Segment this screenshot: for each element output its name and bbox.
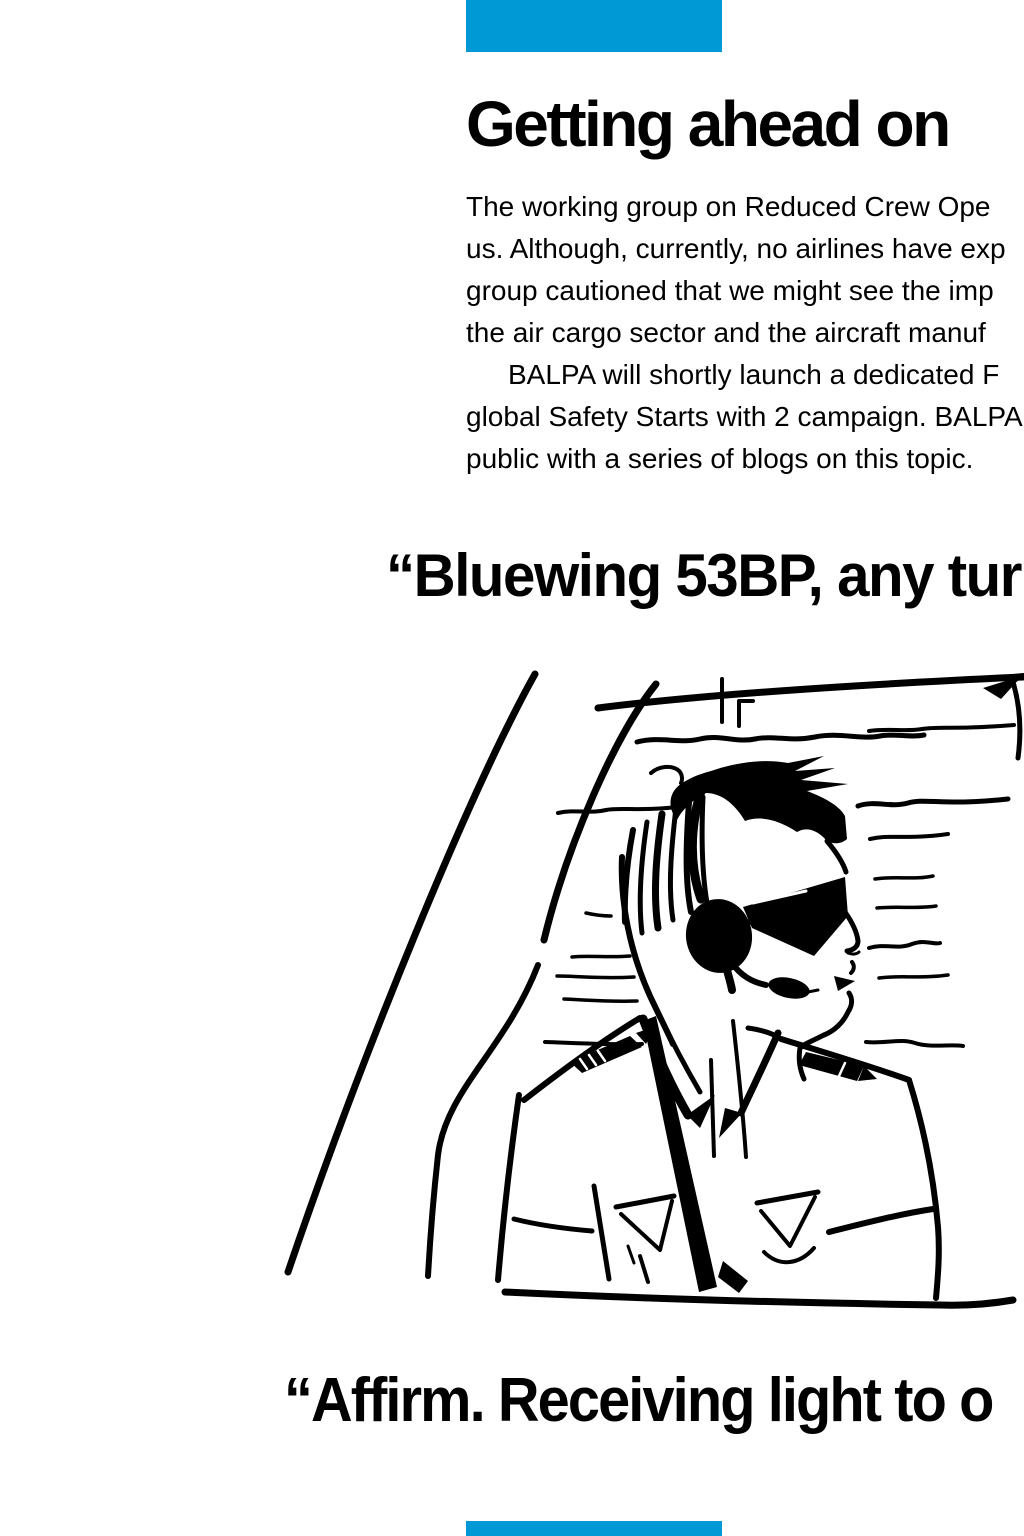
body-line: us. Although, currently, no airlines have exp [466,233,1006,264]
cockpit-frame [598,675,1023,758]
shirt-pockets [616,1192,818,1282]
body-line: group cautioned that we might see the imp [466,275,994,306]
pilot-face [799,841,859,1079]
windscreen-pillars [288,674,656,1276]
pilot-shirt [498,1012,939,1298]
sunglasses [743,877,848,956]
bottom-accent-bar [466,1521,722,1536]
body-line: public with a series of blogs on this topic. [466,443,974,474]
article-title: Getting ahead on [466,88,949,160]
pull-quote-bottom: “Affirm. Receiving light to o [284,1366,993,1435]
body-line: BALPA will shortly launch a dedicated F [508,359,1000,390]
body-line: the air cargo sector and the aircraft manuf [466,317,986,348]
pull-quote-top: “Bluewing 53BP, any tur [386,542,1021,609]
body-line: The working group on Reduced Crew Ope [466,191,991,222]
body-line: global Safety Starts with 2 campaign. BALPA [466,401,1023,432]
